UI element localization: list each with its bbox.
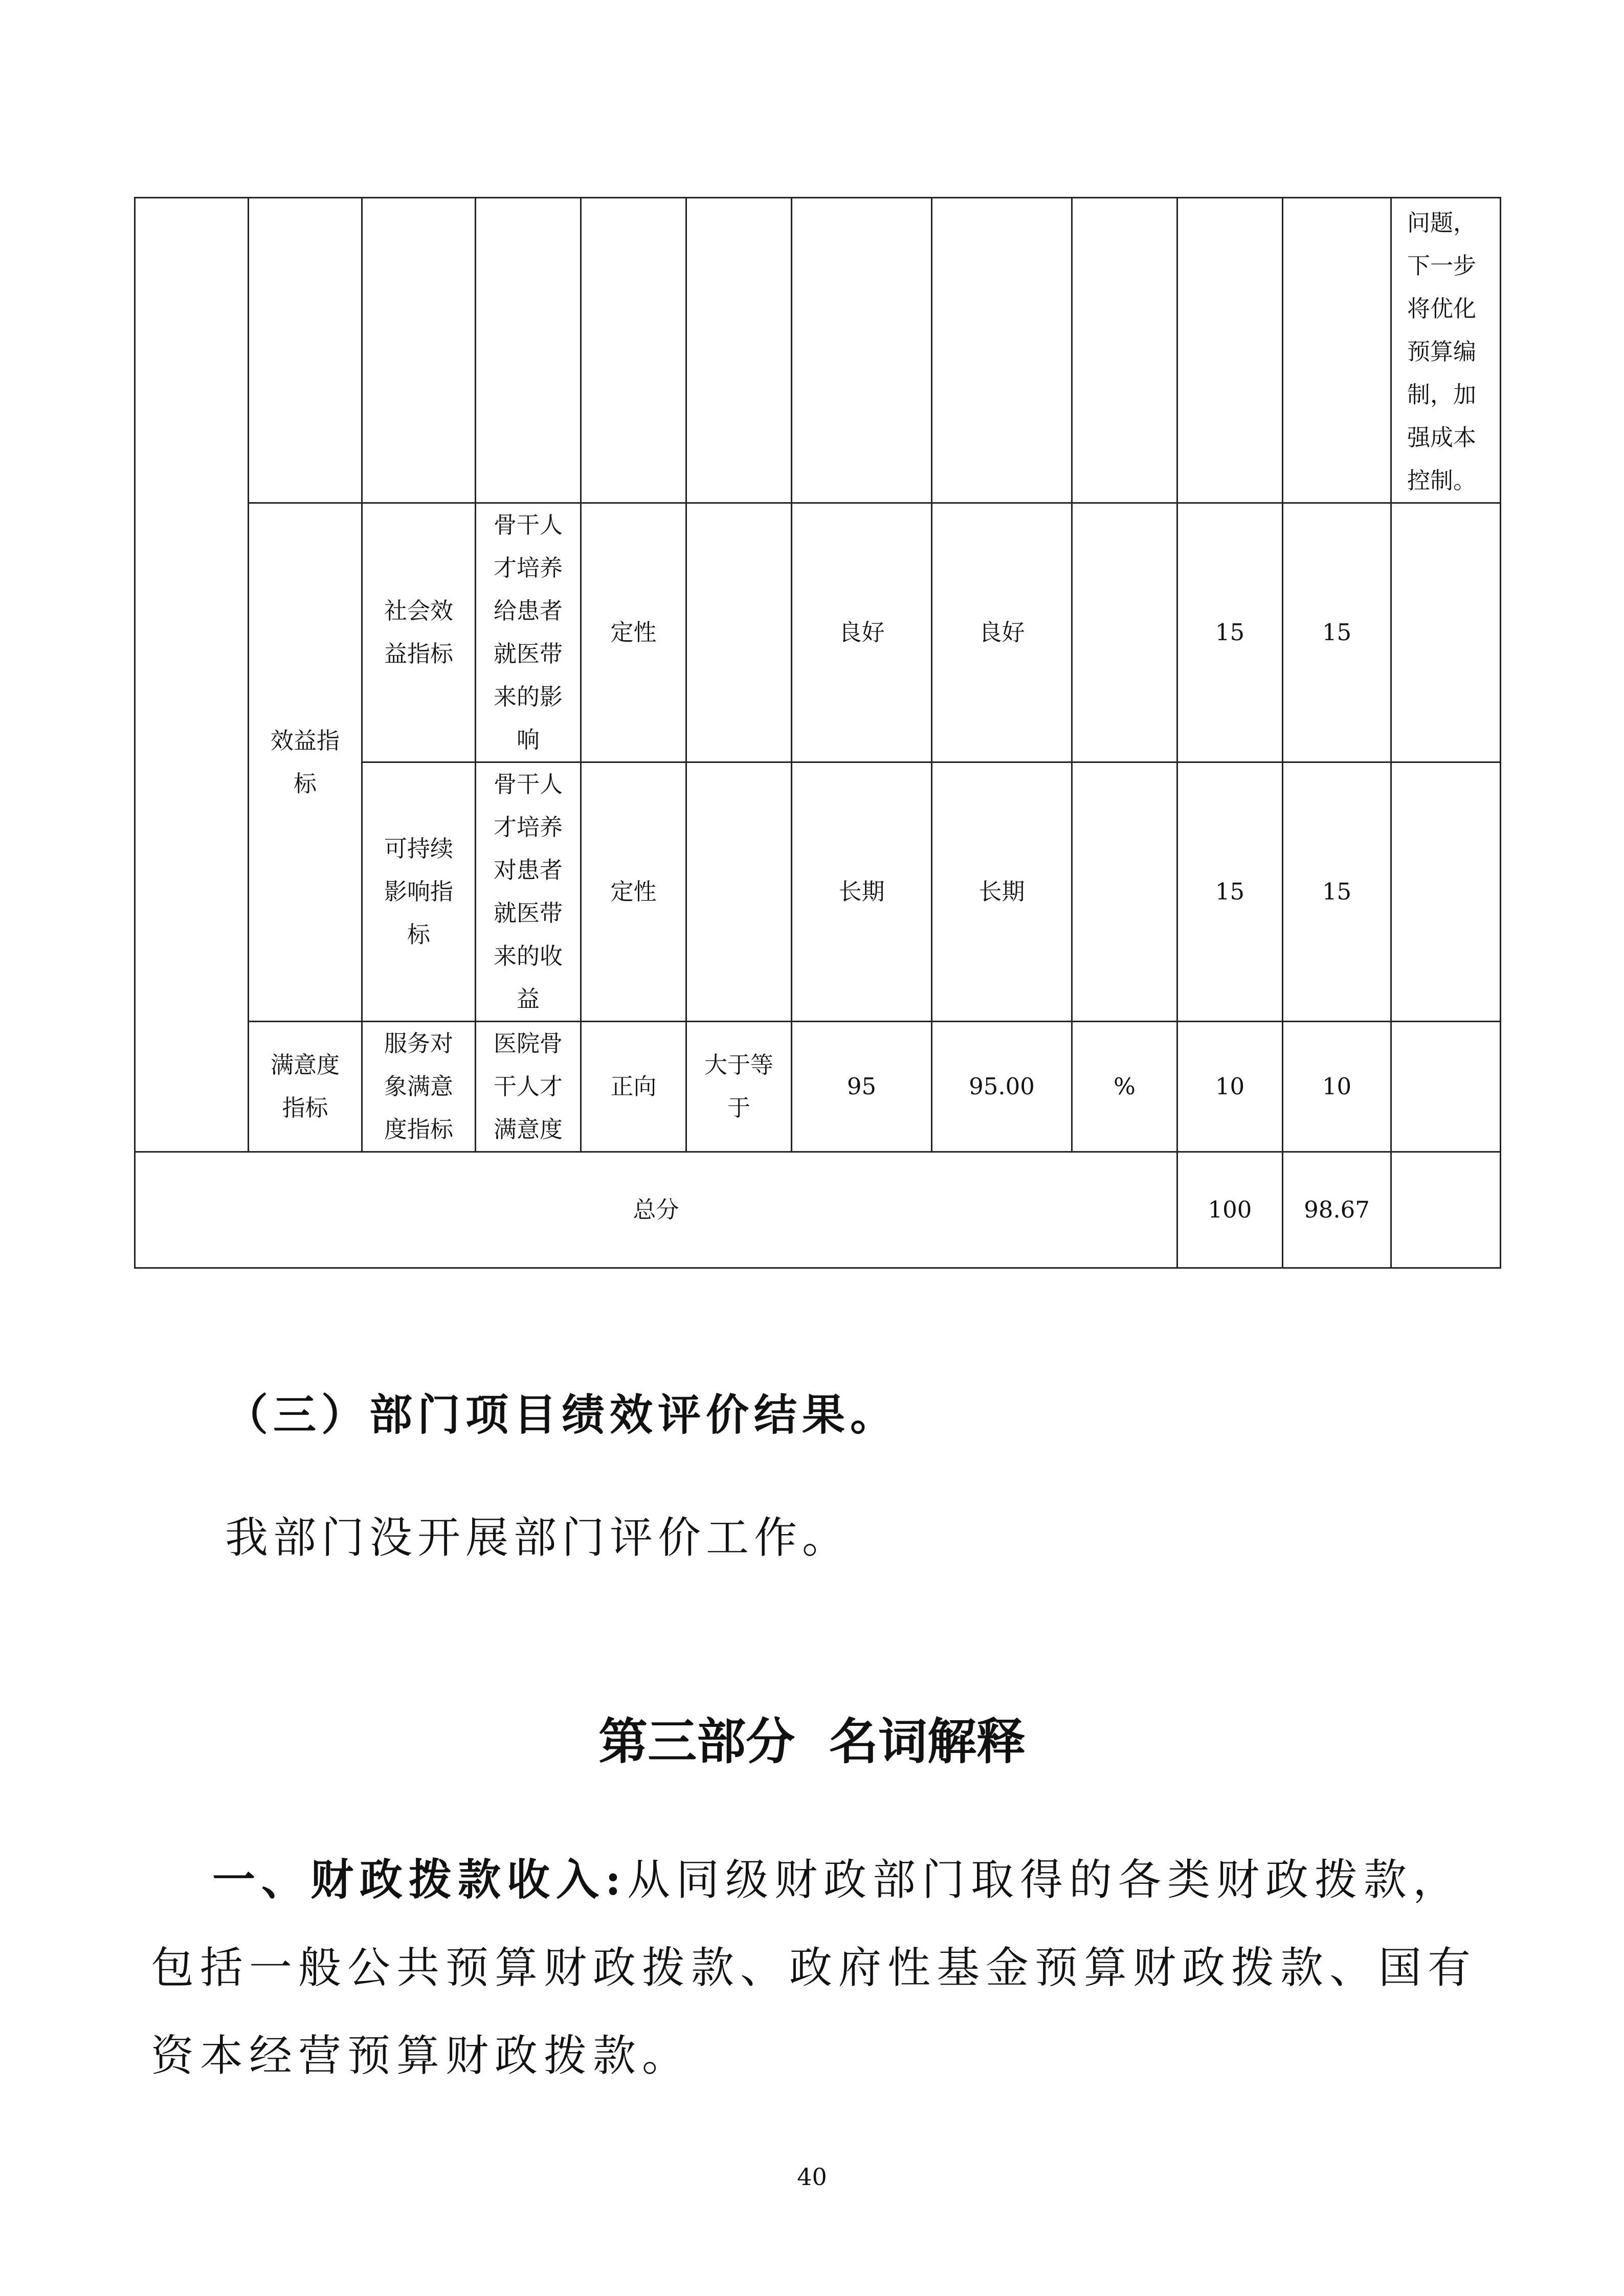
table-cell [1177, 198, 1283, 503]
table-cell [1283, 198, 1391, 503]
total-label-cell: 总分 [135, 1152, 1177, 1268]
target-value-cell: 95 [792, 1022, 932, 1152]
unit-cell [1072, 503, 1177, 762]
operator-cell [686, 503, 792, 762]
table-cell [476, 198, 581, 503]
score-cell: 10 [1283, 1022, 1391, 1152]
actual-value-cell: 长期 [932, 762, 1072, 1022]
indicator-nature-cell: 定性 [581, 503, 686, 762]
term-heading: 一、财政拨款收入: [212, 1854, 628, 1905]
table-cell [932, 198, 1072, 503]
weight-cell: 15 [1177, 762, 1283, 1022]
unit-cell: % [1072, 1022, 1177, 1152]
actual-value-cell: 良好 [932, 503, 1072, 762]
operator-cell: 大于等于 [686, 1022, 792, 1152]
table-cell [792, 198, 932, 503]
indicator-nature-cell: 定性 [581, 762, 686, 1022]
part-title: 第三部分 名词解释 [598, 1713, 1026, 1770]
table-cell [135, 198, 249, 1152]
target-value-cell: 良好 [792, 503, 932, 762]
term-definition [151, 1836, 1481, 2100]
tertiary-indicator-cell: 医院骨干人才满意度 [476, 1022, 581, 1152]
total-weight-cell: 100 [1177, 1152, 1283, 1268]
actual-value-cell: 95.00 [932, 1022, 1072, 1152]
total-score-cell: 98.67 [1283, 1152, 1391, 1268]
table-cell [1072, 198, 1177, 503]
remark-cell [1391, 503, 1501, 762]
table-row [135, 198, 1501, 503]
satisfaction-indicator-cell: 满意度指标 [249, 1022, 362, 1152]
table-row [135, 1022, 1501, 1152]
term-body: 从同级财政部门取得的各类财政拨款，包括一般公共预算财政拨款、政府性基金预算财政拨款、国有资本经营预算财政拨款。 [151, 1855, 1477, 2081]
effect-indicator-cell: 效益指标 [249, 503, 362, 1022]
page-number: 40 [797, 2163, 827, 2191]
section-heading: （三）部门项目绩效评价结果。 [225, 1389, 899, 1440]
total-remark-cell [1391, 1152, 1501, 1268]
unit-cell [1072, 762, 1177, 1022]
target-value-cell: 长期 [792, 762, 932, 1022]
table-cell [581, 198, 686, 503]
tertiary-indicator-cell: 骨干人才培养对患者就医带来的收益 [476, 762, 581, 1022]
table-cell [249, 198, 362, 503]
secondary-indicator-cell: 服务对象满意度指标 [362, 1022, 476, 1152]
table-row [135, 503, 1501, 762]
score-cell: 15 [1283, 503, 1391, 762]
score-cell: 15 [1283, 762, 1391, 1022]
indicator-nature-cell: 正向 [581, 1022, 686, 1152]
total-row [135, 1152, 1501, 1268]
remark-cell [1391, 1022, 1501, 1152]
section-body: 我部门没开展部门评价工作。 [225, 1513, 851, 1563]
weight-cell: 15 [1177, 503, 1283, 762]
remark-continuation-cell: 问题，下一步将优化预算编制，加强成本控制。 [1391, 198, 1501, 503]
weight-cell: 10 [1177, 1022, 1283, 1152]
table-cell [686, 198, 792, 503]
operator-cell [686, 762, 792, 1022]
table-cell [362, 198, 476, 503]
secondary-indicator-cell: 可持续影响指标 [362, 762, 476, 1022]
remark-cell [1391, 762, 1501, 1022]
secondary-indicator-cell: 社会效益指标 [362, 503, 476, 762]
tertiary-indicator-cell: 骨干人才培养给患者就医带来的影响 [476, 503, 581, 762]
performance-table [134, 197, 1501, 1269]
